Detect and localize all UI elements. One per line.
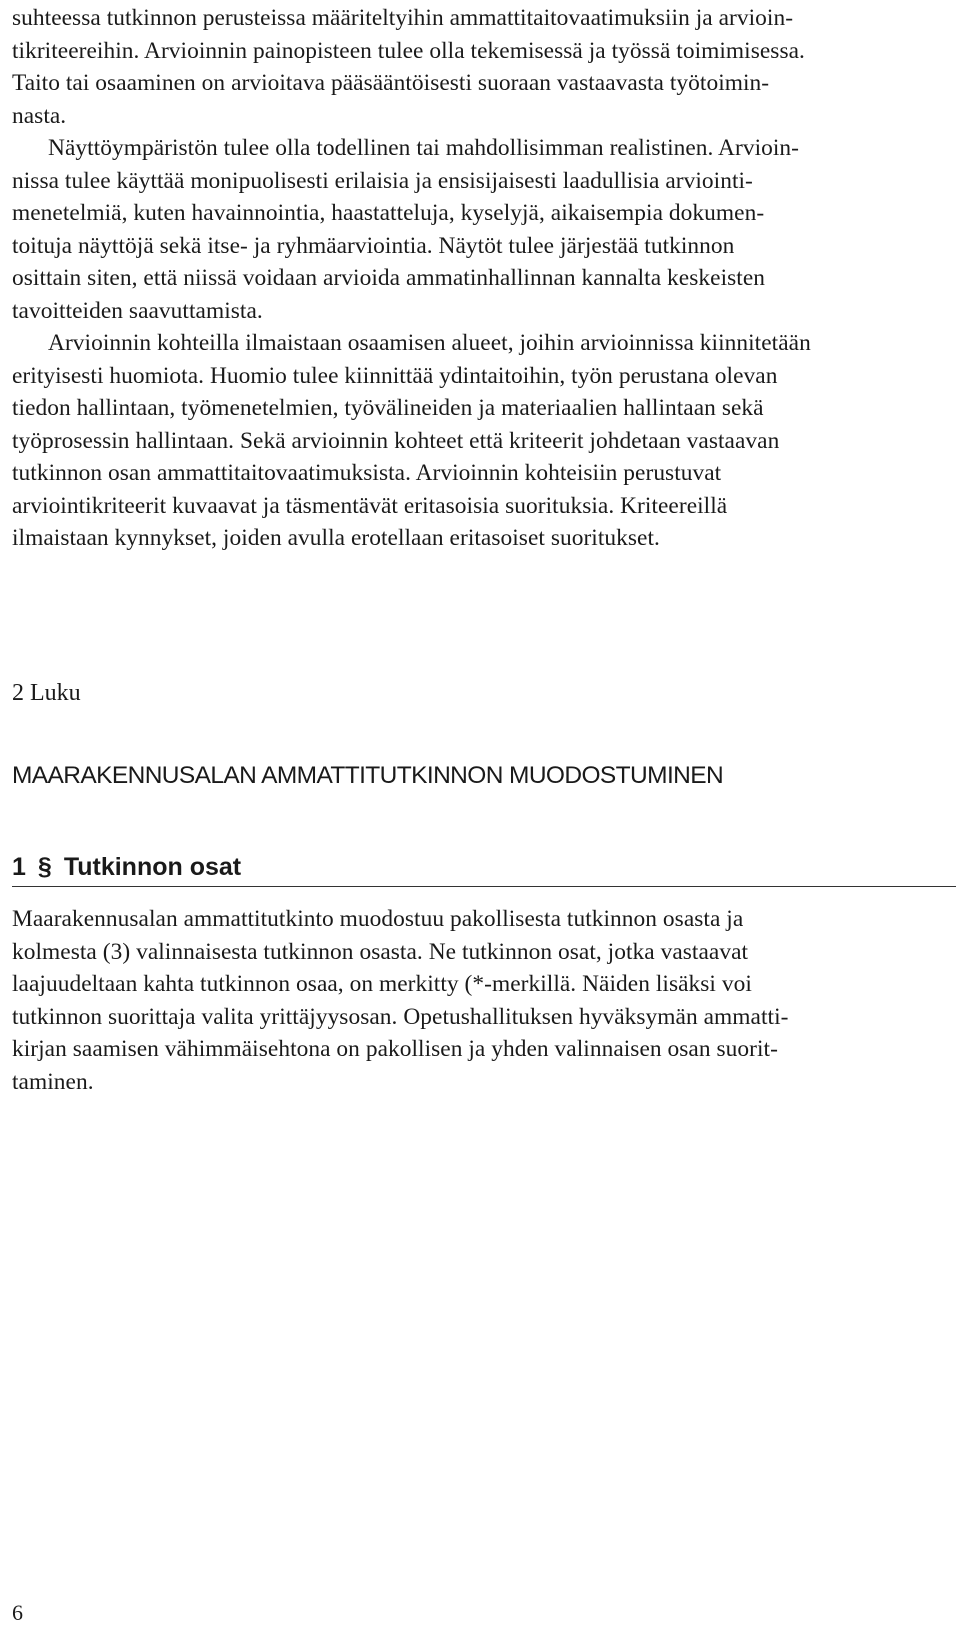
text-line: tikriteereihin. Arvioinnin painopisteen tulee olla tekemisessä ja työssä toimimisessa.: [12, 37, 805, 64]
text-line: taminen.: [12, 1068, 94, 1095]
text-line: Näyttöympäristön tulee olla todellinen tai mahdollisimman realistinen. Arvioin-: [48, 135, 799, 161]
section-heading: [12, 852, 956, 887]
text-line: erityisesti huomiota. Huomio tulee kiinnittää ydintaitoihin, työn perustana olevan: [12, 362, 778, 389]
text-line: nissa tulee käyttää monipuolisesti erilaisia ja ensisijaisesti laadullisia arviointi-: [12, 167, 753, 194]
assessment-text-block: [12, 2, 811, 555]
paragraph-assessment-criteria: [12, 2, 811, 132]
text-line: tavoitteiden saavuttamista.: [12, 297, 263, 324]
text-line: tutkinnon suorittaja valita yrittäjyysosan. Opetushallituksen hyväksymän ammatti-: [12, 1003, 789, 1030]
text-line: laajuudeltaan kahta tutkinnon osaa, on merkitty (*-merkillä. Näiden lisäksi voi: [12, 971, 752, 997]
text-line: nasta.: [12, 102, 67, 129]
text-line: tutkinnon osan ammattitaitovaatimuksista. Arvioinnin kohteisiin perustuvat: [12, 460, 722, 486]
text-line: tiedon hallintaan, työmenetelmien, työvälineiden ja materiaalien hallintaan sekä: [12, 395, 764, 421]
text-line: osittain siten, että niissä voidaan arvioida ammatinhallinnan kannalta keskeisten: [12, 265, 765, 291]
text-line: toituja näyttöjä sekä itse- ja ryhmäarviointia. Näytöt tulee järjestää tutkinnon: [12, 232, 735, 259]
section-body: [12, 903, 788, 1098]
text-line: menetelmiä, kuten havainnointia, haastatteluja, kyselyjä, aikaisempia dokumen-: [12, 200, 765, 226]
chapter-label: 2 Luku: [12, 680, 81, 706]
paragraph-qualification-parts: [12, 903, 788, 1098]
section-sign: §: [37, 853, 52, 881]
text-line: arviointikriteerit kuvaavat ja täsmentävät eritasoisia suorituksia. Kriteereillä: [12, 492, 728, 519]
text-line: Maarakennusalan ammattitutkinto muodostuu pakollisesta tutkinnon osasta ja: [12, 906, 744, 932]
text-line: suhteessa tutkinnon perusteissa määriteltyihin ammattitaitovaatimuksiin ja arvioin-: [12, 5, 794, 31]
text-line: ilmaistaan kynnykset, joiden avulla erotellaan eritasoiset suoritukset.: [12, 525, 660, 551]
chapter-title: MAARAKENNUSALAN AMMATTITUTKINNON MUODOSTUMINEN: [12, 762, 724, 789]
text-line: Arvioinnin kohteilla ilmaistaan osaamisen alueet, joihin arvioinnissa kiinnitetään: [48, 330, 811, 356]
section-number: 1: [12, 853, 26, 881]
paragraph-assessment-targets: [12, 327, 811, 555]
text-line: Taito tai osaaminen on arvioitava pääsääntöisesti suoraan vastaavasta työtoimin-: [12, 70, 770, 96]
text-line: työprosessin hallintaan. Sekä arvioinnin kohteet että kriteerit johdetaan vastaavan: [12, 427, 780, 454]
text-line: kirjan saamisen vähimmäisehtona on pakollisen ja yhden valinnaisen osan suorit-: [12, 1036, 778, 1062]
paragraph-demonstration-environment: [12, 132, 811, 327]
section-title: Tutkinnon osat: [63, 853, 242, 881]
text-line: kolmesta (3) valinnaisesta tutkinnon osasta. Ne tutkinnon osat, jotka vastaavat: [12, 938, 749, 965]
page-number: 6: [12, 1600, 23, 1625]
